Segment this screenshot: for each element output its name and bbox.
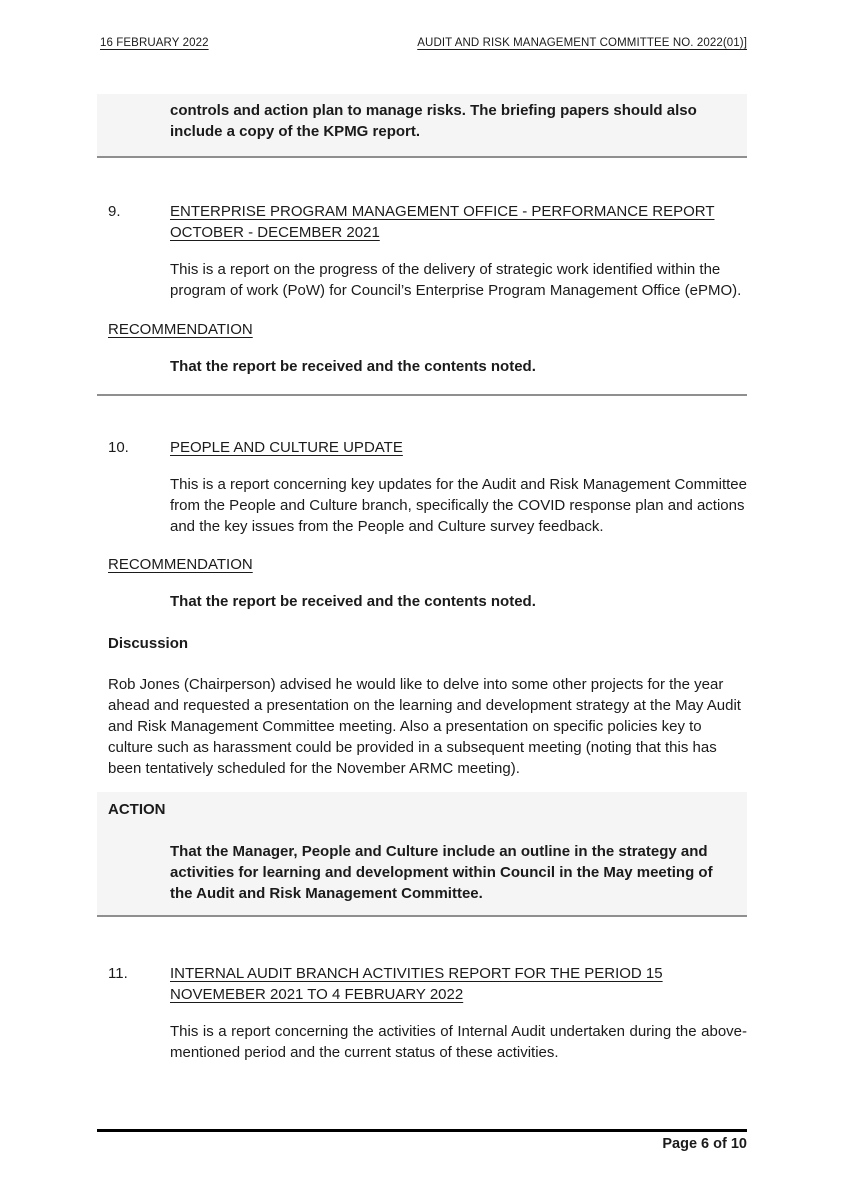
item-11-number: 11. bbox=[108, 965, 128, 982]
item-10-title-row bbox=[108, 437, 747, 458]
item-9-title: ENTERPRISE PROGRAM MANAGEMENT OFFICE - PERFORMANCE REPORT OCTOBER - DECEMBER 2021 bbox=[170, 203, 715, 241]
item-10-recommendation-text: That the report be received and the contents noted. bbox=[170, 593, 536, 610]
item-9-recommendation-heading: RECOMMENDATION bbox=[108, 321, 253, 338]
item-9-title-row bbox=[108, 201, 747, 243]
agenda-item-9 bbox=[108, 201, 747, 377]
item-10-action-block bbox=[97, 792, 747, 917]
item-11-title: INTERNAL AUDIT BRANCH ACTIVITIES REPORT FOR THE PERIOD 15 NOVEMEBER 2021 TO 4 FEBRUARY 2022 bbox=[170, 965, 663, 1003]
item-9-number: 9. bbox=[108, 203, 121, 220]
item-10-action-heading: ACTION bbox=[108, 801, 166, 818]
item-10-title: PEOPLE AND CULTURE UPDATE bbox=[170, 439, 403, 456]
page-header bbox=[97, 0, 747, 49]
item-9-summary: This is a report on the progress of the delivery of strategic work identified within the program of work (PoW) for Council’s Enterprise Program Management Office (ePMO). bbox=[170, 261, 742, 299]
item-10-discussion-heading: Discussion bbox=[108, 635, 189, 652]
agenda-item-11 bbox=[108, 963, 747, 1063]
carryover-action-block bbox=[97, 94, 747, 158]
page-footer bbox=[97, 1129, 747, 1152]
item-10-recommendation-heading: RECOMMENDATION bbox=[108, 556, 253, 573]
item-9-recommendation-text: That the report be received and the contents noted. bbox=[170, 358, 536, 375]
item-10-summary: This is a report concerning key updates for the Audit and Risk Management Committee from the People and Culture branch, specifically the COVID response plan and actions and the key issues from the People and Culture survey feedback. bbox=[170, 476, 747, 535]
item-10-action-text: That the Manager, People and Culture include an outline in the strategy and activities for learning and development within Council in the May meeting of the Audit and Risk Management Committee. bbox=[170, 843, 713, 902]
item-11-title-row bbox=[108, 963, 747, 1005]
item-11-summary: This is a report concerning the activities of Internal Audit undertaken during the above-mentioned period and the current status of these activities. bbox=[170, 1023, 747, 1061]
agenda-item-10 bbox=[108, 437, 747, 779]
page-number: Page 6 of 10 bbox=[662, 1136, 747, 1152]
item-10-number: 10. bbox=[108, 439, 129, 456]
carryover-action-text: controls and action plan to manage risks. The briefing papers should also include a copy of the KPMG report. bbox=[170, 102, 697, 140]
item-10-discussion-text: Rob Jones (Chairperson) advised he would like to delve into some other projects for the year ahead and requested a presentation on the learning and development strategy at the May Audit and Risk Management Committee meeting. Also a presentation on specific policies key to culture such as harassment could be provided in a subsequent meeting (noting that this has been tentatively scheduled for the November ARMC meeting). bbox=[108, 676, 741, 777]
header-date: 16 FEBRUARY 2022 bbox=[100, 37, 209, 49]
header-committee-ref: AUDIT AND RISK MANAGEMENT COMMITTEE NO. 2022(01)] bbox=[417, 37, 747, 49]
footer-rule bbox=[97, 1129, 747, 1132]
section-divider-1 bbox=[97, 394, 747, 396]
